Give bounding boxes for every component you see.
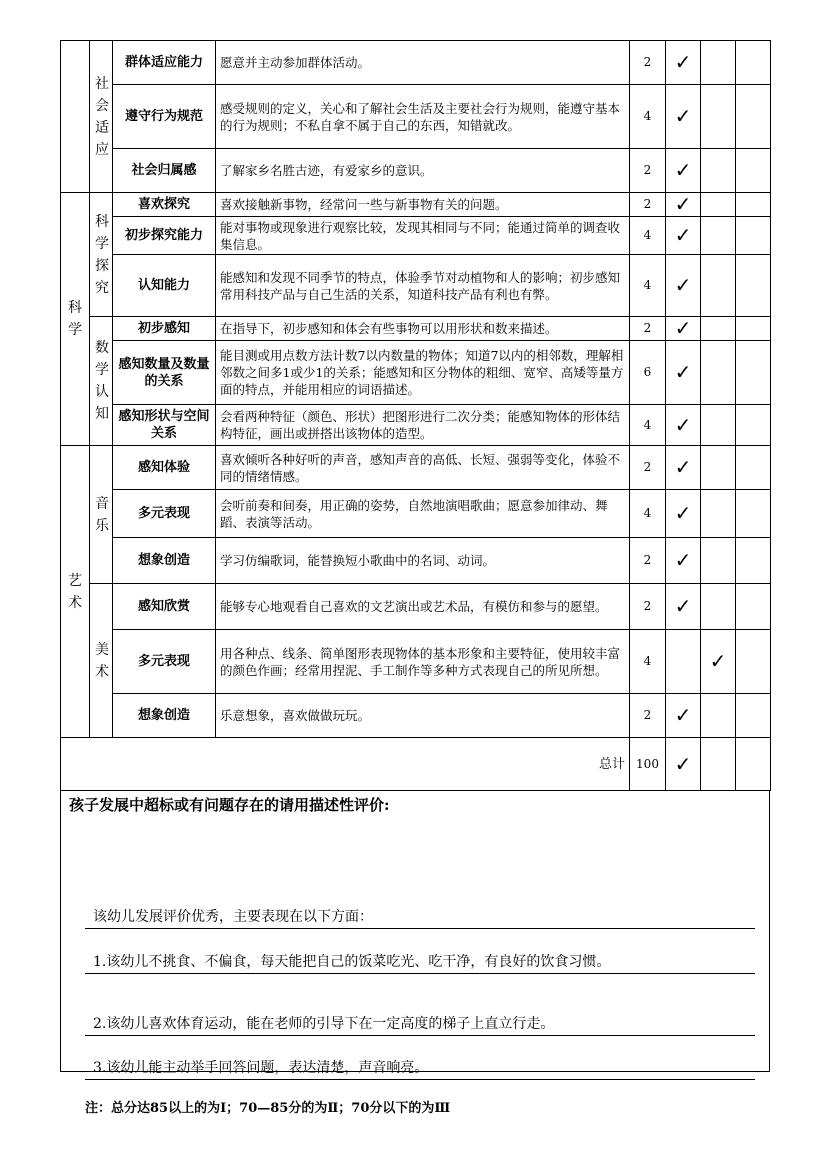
grade-cell xyxy=(701,584,736,630)
domain-cell xyxy=(61,41,90,193)
item-score: 4 xyxy=(630,217,666,255)
item-score: 2 xyxy=(630,584,666,630)
subdomain-cell xyxy=(90,317,113,446)
item-score: 4 xyxy=(630,255,666,317)
grading-note: 注：总分达85以上的为Ⅰ；70—85分的为Ⅱ；70分以下的为Ⅲ xyxy=(85,1101,451,1116)
check-mark: ✓ xyxy=(666,446,701,490)
grade-cell xyxy=(736,217,771,255)
comment-line: 2.该幼儿喜欢体育运动，能在老师的引导下在一定高度的梯子上直立行走。 xyxy=(85,1013,755,1036)
grade-cell xyxy=(701,85,736,149)
table-row xyxy=(61,193,771,217)
check-mark: ✓ xyxy=(666,317,701,341)
item-name: 初步探究能力 xyxy=(113,217,216,255)
grade-cell xyxy=(736,446,771,490)
item-score: 2 xyxy=(630,694,666,738)
grade-cell xyxy=(736,490,771,538)
grade-cell xyxy=(736,317,771,341)
grade-cell xyxy=(736,193,771,217)
check-mark: ✓ xyxy=(666,490,701,538)
check-mark: ✓ xyxy=(666,538,701,584)
grade-cell xyxy=(736,405,771,446)
table-row xyxy=(61,149,771,193)
total-label: 总计 xyxy=(61,738,630,791)
grade-cell xyxy=(666,630,701,694)
check-mark: ✓ xyxy=(666,341,701,405)
item-score: 2 xyxy=(630,193,666,217)
item-name: 感知体验 xyxy=(113,446,216,490)
grade-cell xyxy=(736,630,771,694)
check-mark: ✓ xyxy=(666,255,701,317)
grade-cell xyxy=(736,694,771,738)
item-name: 多元表现 xyxy=(113,490,216,538)
table-row xyxy=(61,630,771,694)
grade-cell xyxy=(701,538,736,584)
table-row xyxy=(61,255,771,317)
table-row xyxy=(61,405,771,446)
domain-label: 艺术 xyxy=(68,572,82,611)
total-score: 100 xyxy=(630,738,666,791)
item-score: 6 xyxy=(630,341,666,405)
check-mark: ✓ xyxy=(701,630,736,694)
table-row xyxy=(61,41,771,85)
item-description: 用各种点、线条、简单图形表现物体的基本形象和主要特征，使用较丰富的颜色作画；经常用捏泥、手工制作等多种方式表现自己的所见所想。 xyxy=(216,630,630,694)
item-score: 4 xyxy=(630,85,666,149)
comment-title: 孩子发展中超标或有问题存在的请用描述性评价: xyxy=(69,796,390,814)
evaluation-sheet xyxy=(60,40,770,1076)
grade-cell xyxy=(701,405,736,446)
item-description: 喜欢接触新事物，经常问一些与新事物有关的问题。 xyxy=(216,193,630,217)
item-score: 2 xyxy=(630,317,666,341)
item-name: 多元表现 xyxy=(113,630,216,694)
item-description: 会听前奏和间奏，用正确的姿势，自然地演唱歌曲；愿意参加律动、舞蹈、表演等活动。 xyxy=(216,490,630,538)
grade-cell xyxy=(701,255,736,317)
item-score: 2 xyxy=(630,149,666,193)
check-mark: ✓ xyxy=(666,738,701,791)
evaluation-table xyxy=(60,40,771,791)
item-name: 遵守行为规范 xyxy=(113,85,216,149)
check-mark: ✓ xyxy=(666,217,701,255)
item-name: 群体适应能力 xyxy=(113,41,216,85)
item-name: 感知数量及数量的关系 xyxy=(113,341,216,405)
check-mark: ✓ xyxy=(666,149,701,193)
item-name: 认知能力 xyxy=(113,255,216,317)
table-row xyxy=(61,217,771,255)
item-description: 喜欢倾听各种好听的声音，感知声音的高低、长短、强弱等变化，体验不同的情绪情感。 xyxy=(216,446,630,490)
subdomain-cell xyxy=(90,446,113,584)
item-description: 感受规则的定义，关心和了解社会生活及主要社会行为规则，能遵守基本的行为规则；不私自拿不属于自己的东西，知错就改。 xyxy=(216,85,630,149)
item-score: 2 xyxy=(630,446,666,490)
comment-line: 1.该幼儿不挑食、不偏食，每天能把自己的饭菜吃光、吃干净，有良好的饮食习惯。 xyxy=(85,951,755,974)
subdomain-label: 音乐 xyxy=(95,495,109,534)
comment-line: 该幼儿发展评价优秀，主要表现在以下方面： xyxy=(85,906,755,929)
grade-cell xyxy=(701,694,736,738)
item-description: 学习仿编歌词，能替换短小歌曲中的名词、动词。 xyxy=(216,538,630,584)
total-row xyxy=(61,738,771,791)
table-row xyxy=(61,446,771,490)
table-row xyxy=(61,694,771,738)
grade-cell xyxy=(736,584,771,630)
grade-cell xyxy=(701,446,736,490)
item-score: 4 xyxy=(630,490,666,538)
grade-cell xyxy=(701,149,736,193)
grade-cell xyxy=(701,738,736,791)
item-description: 会看两种特征（颜色、形状）把图形进行二次分类；能感知物体的形体结构特征，画出或拼搭出该物体的造型。 xyxy=(216,405,630,446)
item-name: 想象创造 xyxy=(113,694,216,738)
subdomain-cell xyxy=(90,584,113,738)
item-description: 能感知和发现不同季节的特点，体验季节对动植物和人的影响；初步感知常用科技产品与自己生活的关系，知道科技产品有利也有弊。 xyxy=(216,255,630,317)
grade-cell xyxy=(736,85,771,149)
comment-line: 3.该幼儿能主动举手回答问题，表达清楚，声音响亮。 xyxy=(85,1057,755,1080)
item-name: 初步感知 xyxy=(113,317,216,341)
item-description: 能对事物或现象进行观察比较，发现其相同与不同；能通过简单的调查收集信息。 xyxy=(216,217,630,255)
domain-label: 科学 xyxy=(68,300,82,338)
item-score: 4 xyxy=(630,630,666,694)
check-mark: ✓ xyxy=(666,694,701,738)
table-row xyxy=(61,341,771,405)
comment-box xyxy=(60,791,770,1076)
domain-cell xyxy=(61,446,90,738)
grade-cell xyxy=(701,193,736,217)
check-mark: ✓ xyxy=(666,584,701,630)
item-score: 4 xyxy=(630,405,666,446)
item-name: 感知欣赏 xyxy=(113,584,216,630)
item-score: 2 xyxy=(630,538,666,584)
check-mark: ✓ xyxy=(666,41,701,85)
table-row xyxy=(61,317,771,341)
subdomain-cell xyxy=(90,41,113,193)
item-name: 喜欢探究 xyxy=(113,193,216,217)
table-row xyxy=(61,584,771,630)
subdomain-label: 科学探究 xyxy=(95,213,109,296)
item-description: 在指导下，初步感知和体会有些事物可以用形状和数来描述。 xyxy=(216,317,630,341)
grade-cell xyxy=(736,41,771,85)
subdomain-label: 社会适应 xyxy=(95,75,109,158)
grade-cell xyxy=(736,341,771,405)
check-mark: ✓ xyxy=(666,193,701,217)
subdomain-cell xyxy=(90,193,113,317)
item-description: 了解家乡名胜古迹，有爱家乡的意识。 xyxy=(216,149,630,193)
table-row xyxy=(61,538,771,584)
table-row xyxy=(61,490,771,538)
check-mark: ✓ xyxy=(666,85,701,149)
subdomain-label: 数学认知 xyxy=(95,340,109,422)
item-name: 感知形状与空间关系 xyxy=(113,405,216,446)
item-description: 能够专心地观看自己喜欢的文艺演出或艺术品，有模仿和参与的愿望。 xyxy=(216,584,630,630)
item-description: 能目测或用点数方法计数7以内数量的物体；知道7以内的相邻数，理解相邻数之间多1或少1的关系；能感知和区分物体的粗细、宽窄、高矮等量方面的特点，并能用相应的词语描述。 xyxy=(216,341,630,405)
grade-cell xyxy=(736,149,771,193)
item-score: 2 xyxy=(630,41,666,85)
check-mark: ✓ xyxy=(666,405,701,446)
grade-cell xyxy=(701,490,736,538)
item-description: 愿意并主动参加群体活动。 xyxy=(216,41,630,85)
grade-cell xyxy=(701,317,736,341)
domain-cell xyxy=(61,193,90,446)
table-row xyxy=(61,85,771,149)
grade-cell xyxy=(736,738,771,791)
item-name: 想象创造 xyxy=(113,538,216,584)
item-description: 乐意想象，喜欢做做玩玩。 xyxy=(216,694,630,738)
grade-cell xyxy=(736,255,771,317)
grade-cell xyxy=(736,538,771,584)
grade-cell xyxy=(701,41,736,85)
item-name: 社会归属感 xyxy=(113,149,216,193)
subdomain-label: 美术 xyxy=(95,641,109,680)
grade-cell xyxy=(701,341,736,405)
grade-cell xyxy=(701,217,736,255)
